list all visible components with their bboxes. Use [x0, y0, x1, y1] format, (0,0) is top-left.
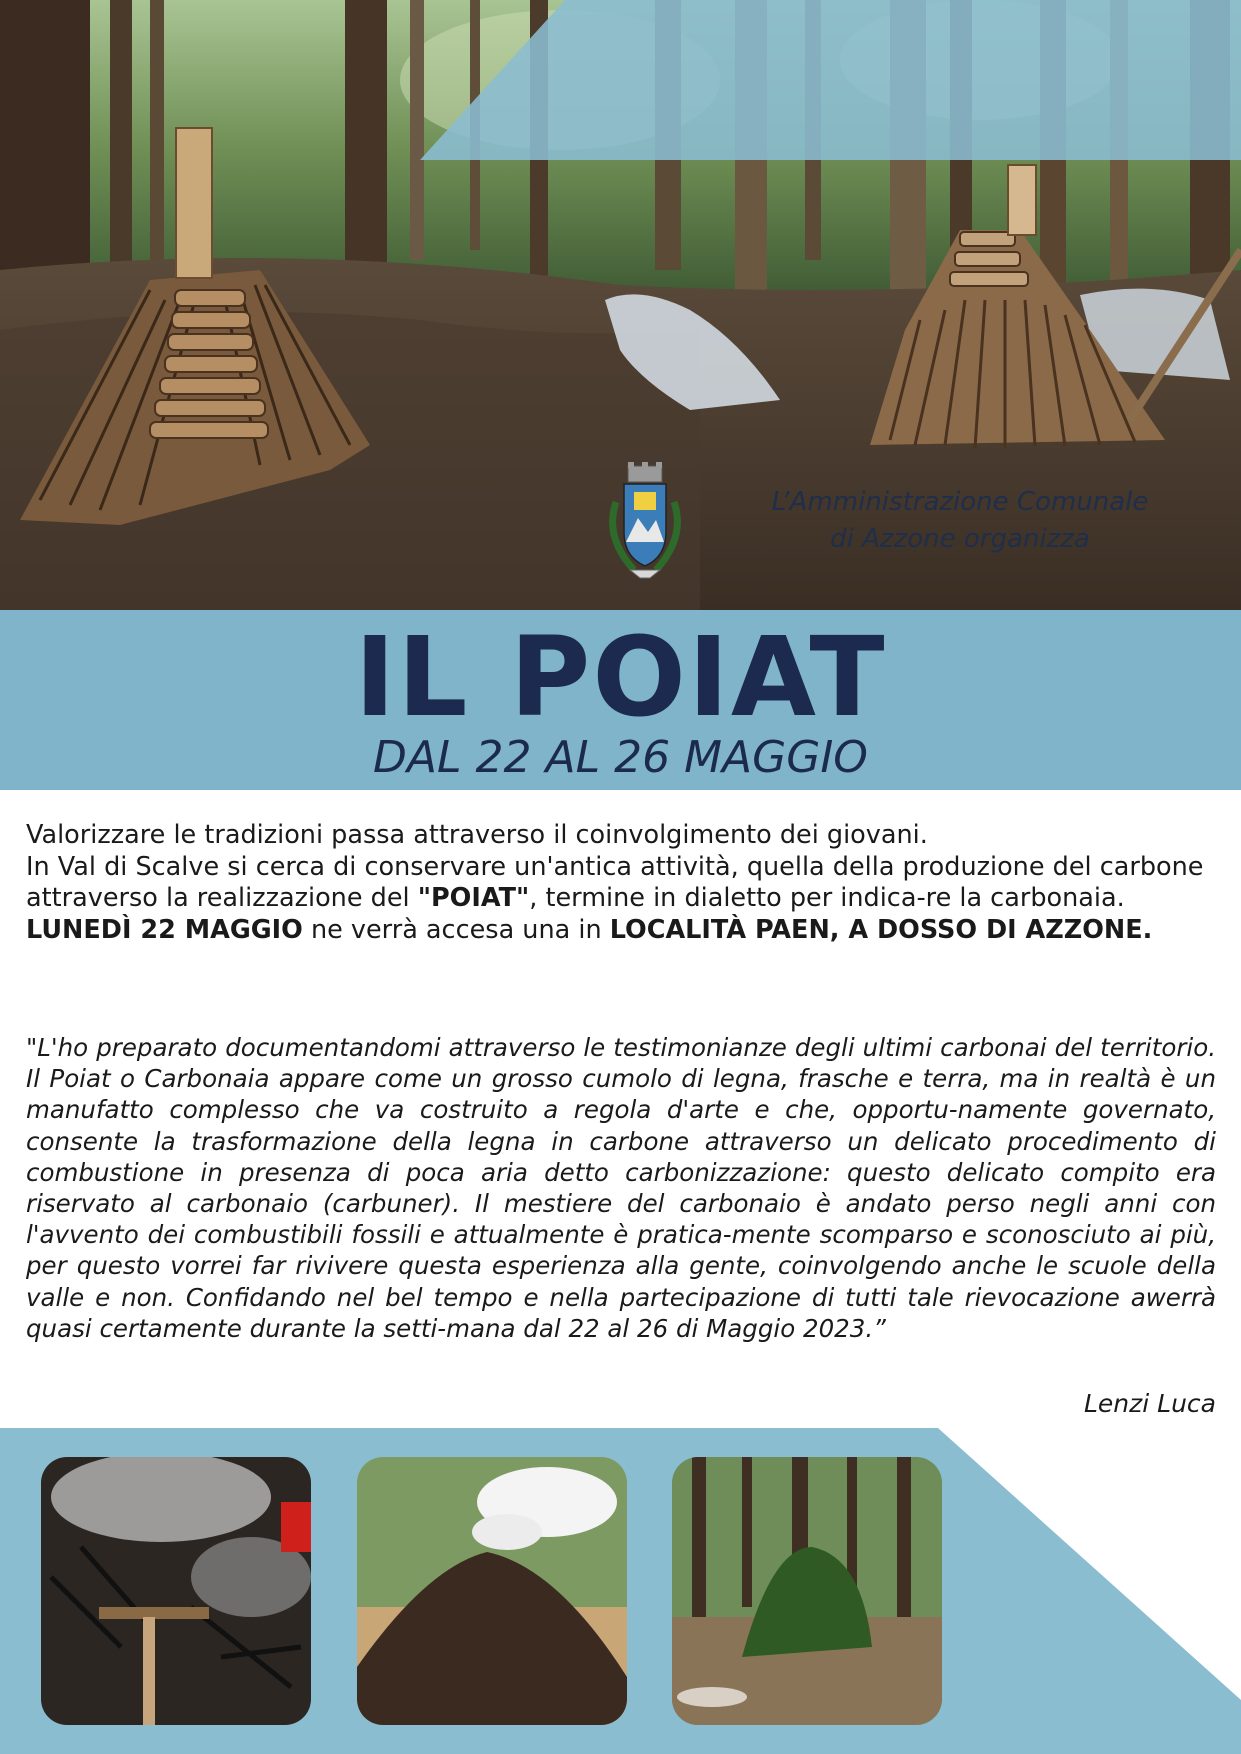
organizer-line-2: di Azzone organizza — [830, 524, 1090, 554]
organizer-line-1: L’Amministrazione Comunale — [771, 487, 1149, 517]
intro-text-c: , termine in dialetto per indica-re la carbonaia. — [529, 883, 1125, 913]
event-title: IL POIAT — [354, 613, 887, 741]
intro-text-a: In Val di Scalve si cerca di conservare un'antica attività, quella della produzione del carbone attraverso la realizzazione del — [26, 851, 1204, 913]
intro-line-2 — [26, 852, 1216, 947]
photo-covered-kiln — [357, 1457, 627, 1725]
organizer-heading — [700, 484, 1220, 558]
intro-line-1: Valorizzare le tradizioni passa attraverso il coinvolgimento dei giovani. — [26, 820, 928, 850]
event-dates: DAL 22 AL 26 MAGGIO — [373, 732, 868, 783]
poiat-term: "POIAT" — [417, 883, 530, 913]
azzone-coat-of-arms-icon — [604, 462, 686, 582]
branch-covered-kiln-image — [672, 1457, 942, 1725]
quote-paragraph: "L'ho preparato documentandomi attraverso le testimonianze degli ultimi carbonai del territorio. Il Poiat o Carbonaia appare come un grosso cumolo di legna, frasche e terra, ma in realtà è un manufatto complesso che va costruito a regola d'arte e che, opportu-namente governato, consente la trasformazione della legna in carbone attraverso un delicato procedimento di combustione in presenza di poca aria detto carbonizzazione: questo delicato compito era riservato al carbonaio (carbuner). Il mestiere del carbonaio è andato perso negli anni con l'avvento dei combustibili fossili e attualmente è pratica-mente scomparso e sconosciuto ai più, per questo vorrei far rivivere questa esperienza alla gente, coinvolgendo anche le scuole della valle e non. Confidando nel bel tempo e nella partecipazione di tutti tale rievocazione awerrà quasi certamente durante la setti-mana dal 22 al 26 di Maggio 2023.” — [26, 1033, 1216, 1343]
earth-covered-kiln-image — [357, 1457, 627, 1725]
event-day: LUNEDÌ 22 MAGGIO — [26, 914, 303, 945]
organizer-panel — [0, 0, 1241, 160]
photo-forest-kiln — [672, 1457, 942, 1725]
quote-author: Lenzi Luca — [1083, 1389, 1216, 1418]
intro-text-e: ne verrà accesa una in — [302, 914, 610, 945]
event-location: LOCALITÀ PAEN, A DOSSO DI AZZONE. — [609, 914, 1153, 945]
intro-paragraph — [26, 820, 1216, 946]
smoldering-charcoal-image — [41, 1457, 311, 1725]
photo-burning-kiln — [41, 1457, 311, 1725]
